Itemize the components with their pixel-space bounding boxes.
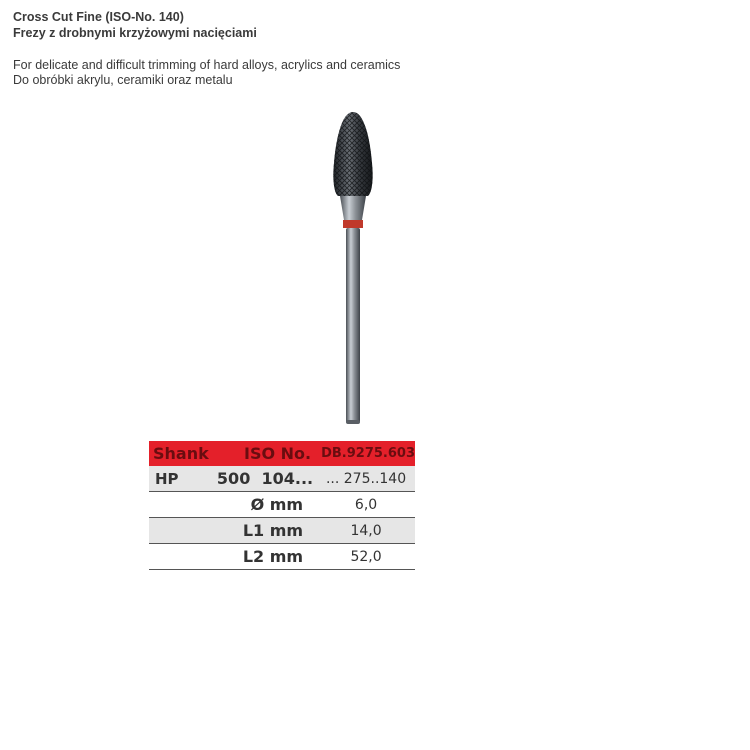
carbide-bur-icon bbox=[322, 108, 384, 430]
row-empty-cell bbox=[149, 544, 217, 570]
description-english: For delicate and difficult trimming of hard alloys, acrylics and ceramics bbox=[13, 58, 401, 72]
l1-value: 14,0 bbox=[317, 518, 415, 544]
title-polish: Frezy z drobnymi krzyżowymi nacięciami bbox=[13, 26, 257, 40]
row-empty-cell bbox=[149, 518, 217, 544]
bur-shank bbox=[346, 228, 360, 423]
l1-label: L1 mm bbox=[217, 518, 317, 544]
bur-color-ring bbox=[343, 220, 363, 228]
description-polish: Do obróbki akrylu, ceramiki oraz metalu bbox=[13, 73, 233, 87]
diameter-label: Ø mm bbox=[217, 492, 317, 518]
table-row bbox=[149, 518, 415, 544]
header-article-no: DB.9275.603 bbox=[317, 441, 415, 466]
l2-value: 52,0 bbox=[317, 544, 415, 570]
shank-value: HP bbox=[149, 466, 217, 492]
header-iso-no: ISO No. bbox=[217, 441, 317, 466]
spec-table-header bbox=[149, 441, 415, 466]
title-english: Cross Cut Fine (ISO-No. 140) bbox=[13, 10, 184, 24]
spec-table bbox=[149, 441, 415, 570]
article-value: ... 275..140 bbox=[317, 466, 415, 492]
table-row bbox=[149, 466, 415, 492]
header-shank: Shank bbox=[149, 441, 217, 466]
bur-neck bbox=[340, 196, 366, 220]
l2-label: L2 mm bbox=[217, 544, 317, 570]
iso-value: 500 104... bbox=[217, 466, 317, 492]
diameter-value: 6,0 bbox=[317, 492, 415, 518]
row-empty-cell bbox=[149, 492, 217, 518]
table-row bbox=[149, 544, 415, 570]
table-row bbox=[149, 492, 415, 518]
